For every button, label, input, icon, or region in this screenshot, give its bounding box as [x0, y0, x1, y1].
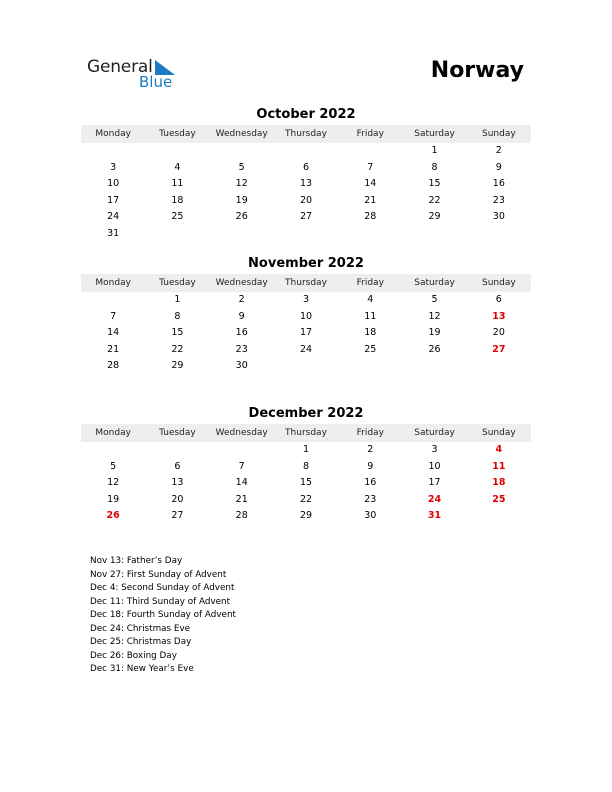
logo-text-general: General [87, 57, 153, 77]
weekday-label: Saturday [414, 278, 455, 288]
empty-day-cell [81, 442, 145, 459]
day-cell: 22 [428, 194, 441, 206]
day-cell: 14 [107, 327, 120, 338]
day-cell: 14 [364, 178, 377, 189]
weekday-label: Wednesday [215, 278, 268, 288]
day-cell: 12 [428, 310, 441, 322]
day-cell: 19 [107, 493, 120, 505]
day-cell: 22 [171, 343, 184, 355]
empty-day-cell [210, 226, 274, 243]
empty-day-cell [467, 508, 531, 525]
empty-day-cell [81, 292, 145, 309]
day-cell: 31 [107, 227, 120, 239]
day-cell: 19 [428, 327, 441, 338]
weekday-label: Saturday [414, 428, 455, 438]
month-title: December 2022 [248, 406, 364, 421]
day-cell: 10 [107, 178, 120, 189]
day-cell: 28 [107, 360, 120, 371]
day-cell: 4 [367, 294, 374, 305]
empty-day-cell [467, 358, 531, 375]
day-cell: 11 [492, 460, 506, 472]
day-cell: 25 [171, 211, 184, 222]
day-cell: 17 [299, 327, 313, 338]
day-cell: 6 [174, 460, 181, 472]
week-row [81, 309, 531, 326]
day-cell: 18 [364, 327, 377, 338]
weekday-label: Saturday [414, 129, 455, 139]
day-cell: 23 [235, 343, 248, 355]
day-cell: 5 [110, 460, 117, 472]
day-cell: 2 [495, 145, 502, 156]
day-cell: 30 [235, 360, 248, 371]
week-row [81, 160, 531, 177]
day-cell: 23 [364, 493, 377, 505]
week-row [81, 209, 531, 226]
day-cell: 13 [492, 310, 506, 322]
weekday-label: Monday [95, 129, 131, 139]
holiday-note: Dec 26: Boxing Day [90, 650, 177, 661]
day-cell: 17 [107, 194, 120, 206]
day-cell: 11 [364, 310, 377, 322]
empty-day-cell [145, 442, 209, 459]
empty-day-cell [145, 143, 209, 160]
empty-day-cell [210, 143, 274, 160]
weekday-label: Monday [95, 278, 131, 288]
day-cell: 5 [238, 161, 245, 173]
week-row [81, 342, 531, 359]
day-cell: 20 [299, 194, 313, 206]
day-cell: 25 [364, 343, 377, 355]
day-cell: 3 [302, 294, 309, 305]
weekday-label: Thursday [285, 428, 327, 438]
weekday-label: Sunday [481, 129, 516, 139]
day-cell: 16 [364, 477, 377, 488]
day-cell: 12 [107, 477, 120, 488]
week-row [81, 508, 531, 525]
day-cell: 13 [299, 178, 313, 189]
day-cell: 26 [428, 343, 441, 355]
day-cell: 26 [106, 510, 120, 521]
day-cell: 29 [171, 360, 184, 371]
day-cell: 17 [428, 477, 441, 488]
month-title: October 2022 [256, 107, 356, 122]
day-cell: 24 [107, 211, 120, 222]
day-cell: 3 [431, 444, 438, 455]
day-cell: 21 [364, 194, 377, 206]
day-cell: 30 [364, 510, 377, 521]
empty-day-cell [210, 442, 274, 459]
day-cell: 10 [428, 460, 441, 472]
empty-day-cell [338, 226, 402, 243]
week-row [81, 193, 531, 210]
day-cell: 18 [492, 477, 506, 488]
day-cell: 2 [367, 444, 374, 455]
holiday-note: Dec 31: New Year’s Eve [90, 664, 194, 674]
empty-day-cell [402, 358, 466, 375]
day-cell: 26 [235, 211, 248, 222]
day-cell: 6 [302, 161, 309, 173]
weekday-label: Friday [356, 278, 384, 288]
holiday-note: Dec 25: Christmas Day [90, 637, 192, 647]
day-cell: 27 [299, 211, 313, 222]
empty-day-cell [81, 143, 145, 160]
day-cell: 10 [299, 310, 313, 322]
day-cell: 19 [235, 194, 248, 206]
day-cell: 20 [171, 493, 184, 505]
weekday-label: Thursday [285, 278, 327, 288]
day-cell: 27 [492, 343, 506, 355]
weekday-header [81, 424, 531, 442]
holiday-note: Dec 24: Christmas Eve [90, 623, 191, 634]
empty-day-cell [274, 226, 338, 243]
logo-text-blue: Blue [139, 73, 173, 91]
week-row [81, 475, 531, 492]
day-cell: 11 [171, 178, 184, 189]
week-row [81, 143, 531, 160]
weekday-label: Friday [356, 129, 384, 139]
generalblue-logo [87, 57, 187, 93]
weekday-label: Monday [95, 428, 131, 438]
week-row [81, 459, 531, 476]
month-october [81, 106, 531, 242]
day-cell: 21 [107, 343, 120, 355]
day-cell: 9 [238, 310, 245, 322]
day-cell: 23 [492, 194, 505, 206]
weekday-header [81, 125, 531, 143]
day-cell: 31 [427, 510, 442, 521]
day-cell: 7 [238, 460, 245, 472]
empty-day-cell [402, 226, 466, 243]
day-cell: 16 [492, 178, 505, 189]
day-cell: 24 [427, 493, 442, 505]
day-cell: 3 [110, 161, 117, 173]
week-row [81, 325, 531, 342]
month-december [81, 405, 531, 525]
day-cell: 1 [431, 145, 438, 156]
weekday-label: Wednesday [215, 129, 268, 139]
day-cell: 24 [299, 343, 313, 355]
day-cell: 4 [174, 161, 181, 173]
holiday-note: Dec 11: Third Sunday of Advent [90, 596, 231, 607]
empty-day-cell [145, 226, 209, 243]
empty-day-cell [338, 358, 402, 375]
week-row [81, 492, 531, 509]
day-cell: 28 [235, 510, 248, 521]
holiday-note: Dec 18: Fourth Sunday of Advent [90, 610, 236, 620]
weekday-label: Sunday [481, 428, 516, 438]
day-cell: 13 [171, 477, 184, 488]
day-cell: 7 [367, 161, 374, 173]
day-cell: 9 [367, 460, 374, 472]
month-title: November 2022 [248, 256, 364, 271]
weekday-header [81, 274, 531, 292]
day-cell: 16 [235, 327, 248, 338]
day-cell: 6 [495, 294, 502, 305]
day-cell: 28 [364, 211, 377, 222]
weekday-label: Wednesday [215, 428, 268, 438]
weekday-label: Tuesday [159, 428, 196, 438]
day-cell: 4 [495, 444, 503, 455]
weekday-label: Tuesday [159, 278, 196, 288]
day-cell: 2 [238, 294, 245, 305]
day-cell: 27 [171, 510, 184, 521]
day-cell: 9 [495, 161, 502, 173]
weekday-label: Friday [356, 428, 384, 438]
weekday-label: Sunday [481, 278, 516, 288]
day-cell: 21 [235, 493, 248, 505]
week-row [81, 292, 531, 309]
day-cell: 29 [299, 510, 313, 521]
day-cell: 15 [299, 477, 313, 488]
day-cell: 5 [431, 294, 438, 305]
weekday-label: Thursday [285, 129, 327, 139]
holiday-notes [90, 555, 236, 677]
weekday-label: Tuesday [159, 129, 196, 139]
empty-day-cell [467, 226, 531, 243]
week-row [81, 176, 531, 193]
day-cell: 8 [431, 161, 438, 173]
country-title: Norway [430, 58, 524, 83]
day-cell: 15 [428, 178, 441, 189]
day-cell: 1 [302, 444, 309, 455]
empty-day-cell [274, 143, 338, 160]
day-cell: 14 [235, 477, 248, 488]
day-cell: 7 [110, 310, 117, 322]
holiday-note: Dec 4: Second Sunday of Advent [90, 583, 235, 593]
day-cell: 25 [492, 493, 506, 505]
day-cell: 1 [174, 294, 181, 305]
day-cell: 12 [235, 178, 248, 189]
empty-day-cell [274, 358, 338, 375]
week-row [81, 226, 531, 243]
day-cell: 20 [492, 327, 505, 338]
month-november [81, 255, 531, 375]
day-cell: 8 [174, 310, 181, 322]
week-row [81, 358, 531, 375]
week-row [81, 442, 531, 459]
day-cell: 15 [171, 327, 184, 338]
day-cell: 30 [492, 211, 505, 222]
holiday-note: Nov 27: First Sunday of Advent [90, 569, 227, 580]
empty-day-cell [338, 143, 402, 160]
day-cell: 22 [299, 493, 313, 505]
holiday-note: Nov 13: Father’s Day [90, 556, 183, 566]
day-cell: 29 [428, 211, 441, 222]
day-cell: 8 [302, 460, 309, 472]
day-cell: 18 [171, 194, 184, 206]
